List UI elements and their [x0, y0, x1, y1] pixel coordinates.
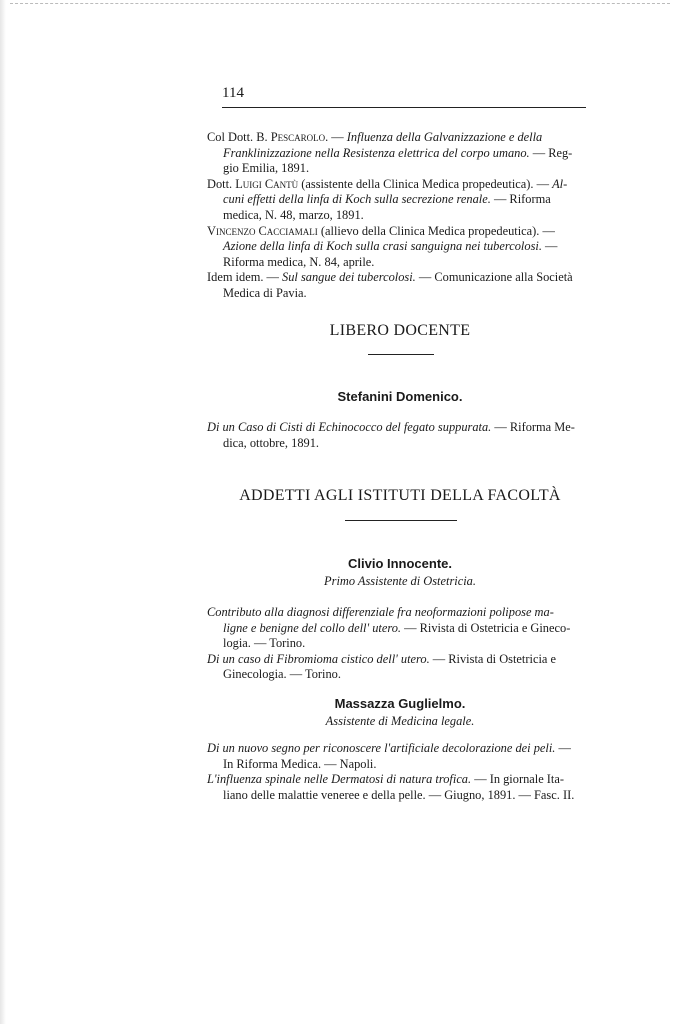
entry-text: Col Dott. B. — [207, 130, 271, 144]
header-rule — [222, 107, 586, 108]
entry-text: gio Emilia, 1891. — [223, 161, 310, 176]
bibliography-entry — [207, 652, 599, 683]
author-smallcaps-text: Luigi Cantù — [235, 176, 299, 191]
section-rule-addetti — [345, 520, 457, 521]
entry-line — [207, 757, 599, 773]
entry-text: — — [541, 239, 558, 254]
entry-line — [207, 667, 599, 683]
entry-line — [207, 436, 599, 452]
italic-title-text: Contributo alla diagnosi differenziale fra neoformazioni polipose ma- — [207, 605, 554, 619]
entry-text: Dott. — [207, 176, 236, 191]
entry-line — [207, 772, 599, 788]
entry-text: — Comunicazione alla Società — [415, 270, 573, 285]
entry-text: — Rivista di Ostetricia e — [429, 651, 556, 666]
entry-line — [207, 636, 599, 652]
entry-line — [207, 192, 599, 208]
author-name-clivio: Clivio Innocente. — [347, 556, 452, 571]
entry-line — [207, 270, 599, 286]
entry-text: medica, N. 48, marzo, 1891. — [223, 207, 364, 222]
italic-title-text: Franklinizzazione nella Resistenza elettrica del corpo umano. — [223, 145, 530, 160]
section-rule-libero — [368, 354, 434, 355]
entry-line — [207, 130, 599, 146]
author-role-clivio: Primo Assistente di Ostetricia. — [324, 574, 476, 588]
bibliography-list-top — [207, 130, 599, 302]
entry-line — [207, 788, 599, 804]
entry-line — [207, 224, 599, 240]
author-role-massazza: Assistente di Medicina legale. — [325, 714, 475, 728]
bibliography-entry — [207, 741, 599, 772]
entry-text: dica, ottobre, 1891. — [223, 435, 320, 450]
bibliography-entry — [207, 420, 599, 451]
entry-text: (assistente della Clinica Medica propedeutica). — — [298, 176, 553, 191]
italic-title-text: Azione della linfa di Koch sulla crasi sanguigna nei tubercolosi. — [223, 239, 542, 254]
entry-text: (allievo della Clinica Medica propedeutica). — — [317, 223, 555, 238]
entry-text: — Riforma — [490, 192, 551, 207]
entry-line — [207, 286, 599, 302]
entry-text: In Riforma Medica. — Napoli. — [223, 756, 377, 771]
entry-line — [207, 741, 599, 757]
entry-text: . — — [325, 130, 347, 144]
page-edge-shadow — [0, 0, 6, 1024]
bibliography-list-massazza — [207, 741, 599, 803]
entry-line — [207, 208, 599, 224]
entry-line — [207, 652, 599, 668]
entry-line — [207, 239, 599, 255]
italic-title-text: Di un nuovo segno per riconoscere l'artificiale decolorazione dei peli. — [207, 741, 556, 755]
author-name-massazza: Massazza Guglielmo. — [334, 696, 466, 711]
entry-text: — In giornale Ita- — [471, 772, 565, 787]
bibliography-entry — [207, 605, 599, 652]
italic-title-text: Al- — [552, 176, 568, 191]
section-heading-libero-docente: LIBERO DOCENTE — [329, 322, 471, 339]
bibliography-entry — [207, 177, 599, 224]
author-smallcaps-text: Pescarolo — [270, 130, 326, 144]
entry-text: Medica di Pavia. — [223, 285, 307, 300]
entry-line — [207, 177, 599, 193]
entry-line — [207, 621, 599, 637]
entry-line — [207, 605, 599, 621]
bibliography-list-stefanini — [207, 420, 599, 451]
italic-title-text: Sul sangue dei tubercolosi. — [282, 270, 416, 285]
bibliography-entry — [207, 270, 599, 301]
author-name-stefanini: Stefanini Domenico. — [337, 389, 463, 404]
italic-title-text: ligne e benigne del collo dell' utero. — [223, 620, 402, 635]
entry-line — [207, 255, 599, 271]
italic-title-text: cuni effetti della linfa di Koch sulla secrezione renale. — [223, 192, 491, 207]
entry-text: — Riforma Me- — [491, 420, 575, 434]
entry-text: — — [555, 741, 571, 755]
bibliography-list-clivio — [207, 605, 599, 683]
entry-text: Idem idem. — — [207, 270, 283, 285]
entry-text: liano delle malattie veneree e della pelle. — Giugno, 1891. — Fasc. II. — [223, 787, 575, 802]
entry-line — [207, 146, 599, 162]
entry-line — [207, 420, 599, 436]
bibliography-entry — [207, 772, 599, 803]
italic-title-text: Di un caso di Fibromioma cistico dell' utero. — [207, 651, 430, 666]
entry-text: — Rivista di Ostetricia e Gineco- — [401, 620, 571, 635]
top-edge-mark — [10, 3, 670, 4]
entry-line — [207, 161, 599, 177]
entry-text: Ginecologia. — Torino. — [223, 667, 341, 682]
entry-text: logia. — Torino. — [223, 636, 306, 651]
italic-title-text: L'influenza spinale nelle Dermatosi di natura trofica. — [207, 772, 472, 787]
entry-text: Riforma medica, N. 84, aprile. — [223, 254, 375, 269]
section-heading-addetti: ADDETTI AGLI ISTITUTI DELLA FACOLTÀ — [239, 487, 561, 504]
entry-text: — Reg- — [529, 145, 573, 160]
bibliography-entry — [207, 130, 599, 177]
author-smallcaps-text: Vincenzo Cacciamali — [207, 223, 318, 238]
page-number: 114 — [222, 85, 244, 101]
italic-title-text: Di un Caso di Cisti di Echinococco del fegato suppurata. — [207, 420, 492, 434]
bibliography-entry — [207, 224, 599, 271]
italic-title-text: Influenza della Galvanizzazione e della — [346, 130, 543, 144]
